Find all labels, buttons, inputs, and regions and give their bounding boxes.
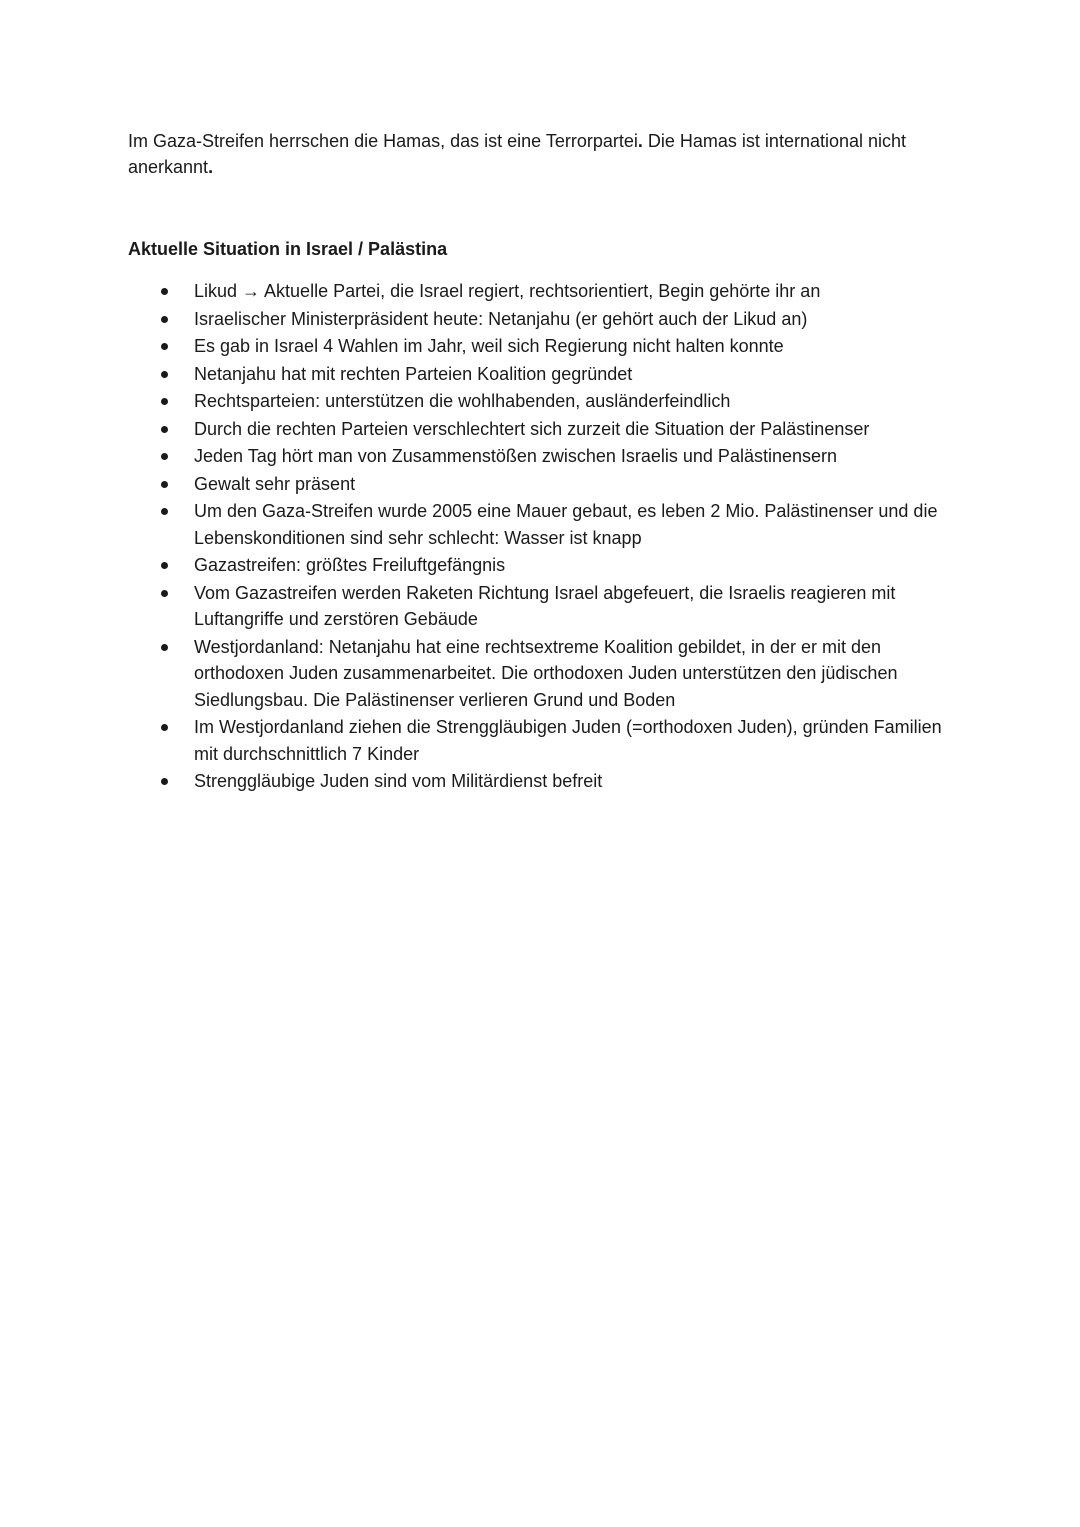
bullet-icon	[161, 288, 168, 295]
list-item-text: Israelischer Ministerpräsident heute: Netanjahu (er gehört auch der Likud an)	[194, 308, 808, 329]
list-item	[0, 714, 964, 767]
list-item-text: Jeden Tag hört man von Zusammenstößen zwischen Israelis und Palästinensern	[194, 446, 838, 466]
bullet-icon	[161, 426, 168, 433]
list-item-text: Durch die rechten Parteien verschlechtert sich zurzeit die Situation der Palästinenser	[194, 418, 870, 439]
bullet-list	[0, 278, 1080, 796]
list-item	[0, 278, 964, 305]
list-item	[0, 388, 964, 415]
intro-paragraph	[128, 128, 958, 180]
list-item-text: Vom Gazastreifen werden Raketen Richtung Israel abgefeuert, die Israelis reagieren mit Luftangriffe und zerstören Gebäude	[194, 582, 896, 629]
list-item	[0, 416, 964, 443]
list-item	[0, 768, 964, 795]
list-item-text: Gewalt sehr präsent	[194, 473, 356, 494]
intro-period-2: .	[208, 157, 214, 177]
list-item-text: Um den Gaza-Streifen wurde 2005 eine Mauer gebaut, es leben 2 Mio. Palästinenser und die Lebenskonditionen sind sehr schlecht: Wasser ist knapp	[194, 501, 938, 548]
list-item	[0, 361, 964, 388]
bullet-icon	[161, 453, 168, 460]
list-item-text: Rechtsparteien: unterstützen die wohlhabenden, ausländerfeindlich	[194, 391, 731, 411]
list-item	[0, 634, 964, 714]
list-item	[0, 552, 964, 579]
bullet-icon	[161, 590, 168, 597]
list-item-text: Westjordanland: Netanjahu hat eine rechtsextreme Koalition gebildet, in der er mit den orthodoxen Juden zusammenarbeitet. Die orthodoxen Juden unterstützen den jüdischen Siedlungsbau. Die Palästinenser verlieren Grund und Boden	[194, 636, 898, 710]
bullet-icon	[161, 316, 168, 323]
list-item-text: Likud → Aktuelle Partei, die Israel regiert, rechtsorientiert, Begin gehörte ihr an	[194, 281, 821, 301]
section-heading: Aktuelle Situation in Israel / Palästina	[128, 239, 448, 259]
bullet-icon	[161, 724, 168, 731]
bullet-icon	[161, 481, 168, 488]
intro-text-part-1: Im Gaza-Streifen herrschen die Hamas, das ist eine Terrorpartei	[128, 131, 638, 151]
list-item	[0, 498, 964, 551]
intro-text-part-2: Die Hamas ist international nicht anerkannt	[128, 131, 907, 177]
bullet-icon	[161, 343, 168, 350]
list-item-text: Es gab in Israel 4 Wahlen im Jahr, weil sich Regierung nicht halten konnte	[194, 336, 784, 356]
bullet-icon	[161, 371, 168, 378]
list-item	[0, 580, 964, 633]
list-item	[0, 443, 964, 470]
bullet-icon	[161, 778, 168, 785]
list-item	[0, 333, 964, 360]
bullet-icon	[161, 398, 168, 405]
list-item-text: Strenggläubige Juden sind vom Militärdienst befreit	[194, 771, 603, 791]
list-item	[0, 306, 964, 333]
bullet-icon	[161, 508, 168, 515]
list-item-text: Gazastreifen: größtes Freiluftgefängnis	[194, 555, 506, 575]
list-item	[0, 471, 964, 498]
bullet-icon	[161, 644, 168, 651]
intro-period-1: .	[637, 131, 643, 151]
list-item-text: Netanjahu hat mit rechten Parteien Koalition gegründet	[194, 363, 633, 384]
bullet-icon	[161, 562, 168, 569]
list-item-text: Im Westjordanland ziehen die Strenggläubigen Juden (=orthodoxen Juden), gründen Familien mit durchschnittlich 7 Kinder	[194, 717, 942, 764]
